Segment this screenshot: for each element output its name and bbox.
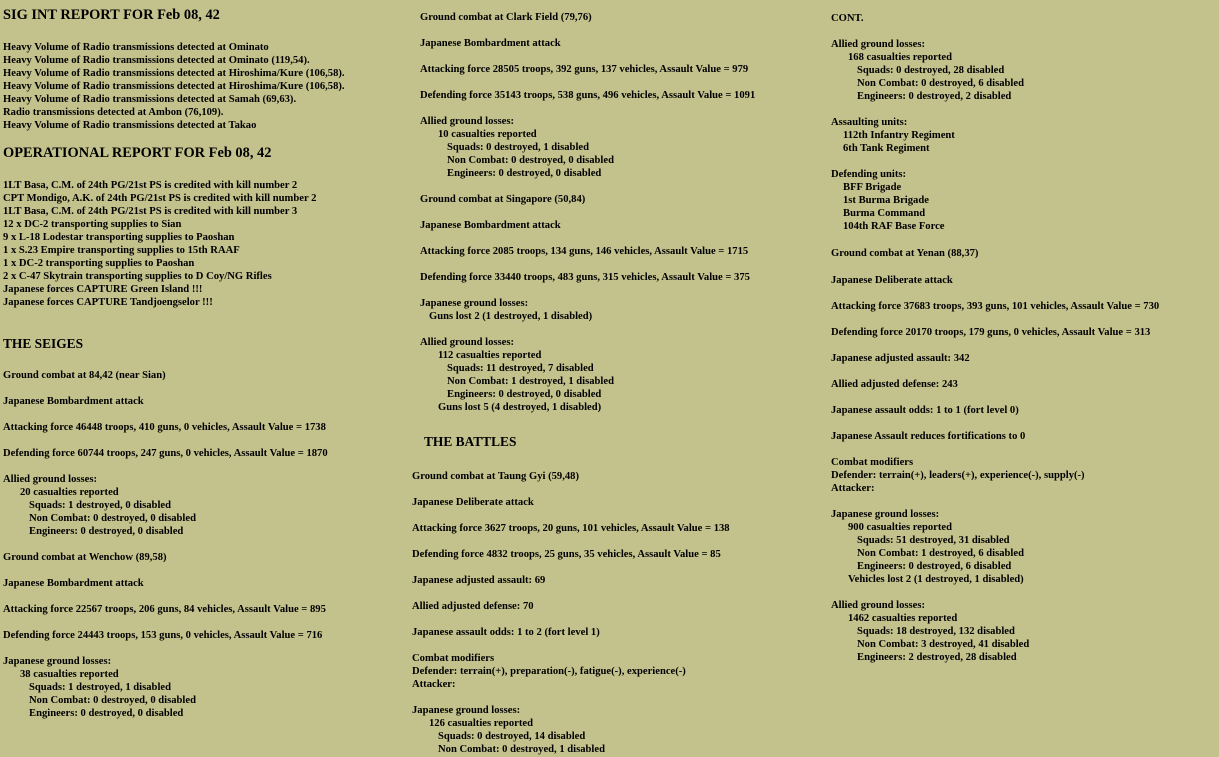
loss-detail: Engineers: 0 destroyed, 2 disabled <box>857 91 1012 102</box>
sigint-line: Heavy Volume of Radio transmissions detected at Hiroshima/Kure (106,58). <box>3 81 345 92</box>
loss-detail: Squads: 18 destroyed, 132 disabled <box>857 626 1015 637</box>
loss-detail: Non Combat: 0 destroyed, 0 disabled <box>29 695 196 706</box>
attack-type: Japanese Deliberate attack <box>831 275 953 286</box>
casualties-line: 112 casualties reported <box>438 350 542 361</box>
combat-modifiers-heading: Combat modifiers <box>831 457 914 468</box>
attacker-modifiers: Attacker: <box>831 483 875 494</box>
loss-detail: Vehicles lost 2 (1 destroyed, 1 disabled) <box>848 574 1024 585</box>
sigint-line: Heavy Volume of Radio transmissions detected at Samah (69,63). <box>3 94 297 105</box>
casualties-line: 168 casualties reported <box>848 52 952 63</box>
loss-detail: Squads: 51 destroyed, 31 disabled <box>857 535 1010 546</box>
loss-detail: Non Combat: 0 destroyed, 6 disabled <box>857 78 1024 89</box>
sigint-heading: SIG INT REPORT FOR Feb 08, 42 <box>3 7 220 23</box>
loss-detail: Non Combat: 3 destroyed, 41 disabled <box>857 639 1030 650</box>
unit-name: BFF Brigade <box>843 182 902 193</box>
loss-detail: Engineers: 0 destroyed, 0 disabled <box>29 708 184 719</box>
loss-detail: Engineers: 0 destroyed, 6 disabled <box>857 561 1012 572</box>
losses-heading: Japanese ground losses: <box>831 509 940 520</box>
unit-name: 1st Burma Brigade <box>843 195 929 206</box>
loss-detail: Squads: 1 destroyed, 0 disabled <box>29 500 171 511</box>
loss-detail: Squads: 1 destroyed, 1 disabled <box>29 682 171 693</box>
casualties-line: 38 casualties reported <box>20 669 119 680</box>
adjusted-assault: Japanese adjusted assault: 342 <box>831 353 970 364</box>
losses-heading: Allied ground losses: <box>831 600 925 611</box>
sigint-line: Heavy Volume of Radio transmissions detected at Ominato (119,54). <box>3 55 310 66</box>
loss-detail: Squads: 0 destroyed, 28 disabled <box>857 65 1005 76</box>
attack-type: Japanese Bombardment attack <box>420 220 561 231</box>
combat-title: Ground combat at Wenchow (89,58) <box>3 552 167 563</box>
losses-heading: Allied ground losses: <box>3 474 97 485</box>
losses-heading: Allied ground losses: <box>420 116 514 127</box>
sigint-line: Heavy Volume of Radio transmissions detected at Hiroshima/Kure (106,58). <box>3 68 345 79</box>
sieges-heading: THE SEIGES <box>3 336 84 351</box>
defending-force: Defending force 35143 troops, 538 guns, 496 vehicles, Assault Value = 1091 <box>420 90 756 101</box>
attack-type: Japanese Deliberate attack <box>412 497 534 508</box>
loss-detail: Non Combat: 1 destroyed, 6 disabled <box>857 548 1024 559</box>
assaulting-units-heading: Assaulting units: <box>831 117 908 128</box>
attacking-force: Attacking force 3627 troops, 20 guns, 101 vehicles, Assault Value = 138 <box>412 523 730 534</box>
casualties-line: 900 casualties reported <box>848 522 952 533</box>
operational-line: 1 x S.23 Empire transporting supplies to 15th RAAF <box>3 245 240 256</box>
attacking-force: Attacking force 37683 troops, 393 guns, 101 vehicles, Assault Value = 730 <box>831 301 1160 312</box>
attack-type: Japanese Bombardment attack <box>420 38 561 49</box>
loss-detail: Squads: 0 destroyed, 1 disabled <box>447 142 589 153</box>
defending-force: Defending force 60744 troops, 247 guns, 0 vehicles, Assault Value = 1870 <box>3 448 328 459</box>
defender-modifiers: Defender: terrain(+), preparation(-), fatigue(-), experience(-) <box>412 666 686 677</box>
unit-name: 104th RAF Base Force <box>843 221 945 232</box>
attack-type: Japanese Bombardment attack <box>3 578 144 589</box>
losses-heading: Allied ground losses: <box>831 39 925 50</box>
attacking-force: Attacking force 28505 troops, 392 guns, 137 vehicles, Assault Value = 979 <box>420 64 749 75</box>
loss-detail: Non Combat: 0 destroyed, 0 disabled <box>29 513 196 524</box>
casualties-line: 126 casualties reported <box>429 718 533 729</box>
defending-units-heading: Defending units: <box>831 169 907 180</box>
operational-line: 1LT Basa, C.M. of 24th PG/21st PS is credited with kill number 3 <box>3 206 298 217</box>
unit-name: 112th Infantry Regiment <box>843 130 955 141</box>
loss-detail: Engineers: 2 destroyed, 28 disabled <box>857 652 1017 663</box>
loss-detail: Guns lost 2 (1 destroyed, 1 disabled) <box>429 311 593 322</box>
losses-heading: Japanese ground losses: <box>412 705 521 716</box>
attacking-force: Attacking force 2085 troops, 134 guns, 146 vehicles, Assault Value = 1715 <box>420 246 749 257</box>
losses-heading: Allied ground losses: <box>420 337 514 348</box>
assault-odds: Japanese assault odds: 1 to 1 (fort level 0) <box>831 405 1019 416</box>
combat-title: Ground combat at Singapore (50,84) <box>420 194 586 205</box>
operational-line: 2 x C-47 Skytrain transporting supplies to D Coy/NG Rifles <box>3 271 272 282</box>
loss-detail: Squads: 0 destroyed, 14 disabled <box>438 731 586 742</box>
adjusted-assault: Japanese adjusted assault: 69 <box>412 575 546 586</box>
attacking-force: Attacking force 46448 troops, 410 guns, 0 vehicles, Assault Value = 1738 <box>3 422 326 433</box>
operational-line: CPT Mondigo, A.K. of 24th PG/21st PS is credited with kill number 2 <box>3 193 317 204</box>
defender-modifiers: Defender: terrain(+), leaders(+), experience(-), supply(-) <box>831 470 1085 481</box>
operational-line: 1LT Basa, C.M. of 24th PG/21st PS is credited with kill number 2 <box>3 180 298 191</box>
losses-heading: Japanese ground losses: <box>420 298 529 309</box>
attacking-force: Attacking force 22567 troops, 206 guns, 84 vehicles, Assault Value = 895 <box>3 604 326 615</box>
casualties-line: 1462 casualties reported <box>848 613 958 624</box>
loss-detail: Non Combat: 1 destroyed, 1 disabled <box>447 376 614 387</box>
sigint-line: Radio transmissions detected at Ambon (76,109). <box>3 107 224 118</box>
defending-force: Defending force 20170 troops, 179 guns, 0 vehicles, Assault Value = 313 <box>831 327 1151 338</box>
operational-line: Japanese forces CAPTURE Green Island !!! <box>3 284 203 295</box>
operational-line: Japanese forces CAPTURE Tandjoengselor !!! <box>3 297 213 308</box>
operational-line: 1 x DC-2 transporting supplies to Paoshan <box>3 258 195 269</box>
loss-detail: Engineers: 0 destroyed, 0 disabled <box>29 526 184 537</box>
battles-heading: THE BATTLES <box>424 434 517 449</box>
fortification-note: Japanese Assault reduces fortifications to 0 <box>831 431 1026 442</box>
loss-detail: Non Combat: 0 destroyed, 0 disabled <box>447 155 614 166</box>
loss-detail: Non Combat: 0 destroyed, 1 disabled <box>438 744 605 755</box>
operational-heading: OPERATIONAL REPORT FOR Feb 08, 42 <box>3 145 272 161</box>
assault-odds: Japanese assault odds: 1 to 2 (fort level 1) <box>412 627 600 638</box>
attacker-modifiers: Attacker: <box>412 679 456 690</box>
adjusted-defense: Allied adjusted defense: 70 <box>412 601 534 612</box>
defending-force: Defending force 33440 troops, 483 guns, 315 vehicles, Assault Value = 375 <box>420 272 750 283</box>
operational-line: 12 x DC-2 transporting supplies to Sian <box>3 219 182 230</box>
casualties-line: 20 casualties reported <box>20 487 119 498</box>
continued-label: CONT. <box>831 13 864 24</box>
loss-detail: Engineers: 0 destroyed, 0 disabled <box>447 168 602 179</box>
defending-force: Defending force 24443 troops, 153 guns, 0 vehicles, Assault Value = 716 <box>3 630 323 641</box>
combat-title: Ground combat at Yenan (88,37) <box>831 248 979 259</box>
loss-detail: Guns lost 5 (4 destroyed, 1 disabled) <box>438 402 602 413</box>
defending-force: Defending force 4832 troops, 25 guns, 35 vehicles, Assault Value = 85 <box>412 549 721 560</box>
combat-title: Ground combat at 84,42 (near Sian) <box>3 370 166 381</box>
adjusted-defense: Allied adjusted defense: 243 <box>831 379 958 390</box>
casualties-line: 10 casualties reported <box>438 129 537 140</box>
combat-modifiers-heading: Combat modifiers <box>412 653 495 664</box>
loss-detail: Engineers: 0 destroyed, 0 disabled <box>447 389 602 400</box>
sigint-line: Heavy Volume of Radio transmissions detected at Takao <box>3 120 257 131</box>
losses-heading: Japanese ground losses: <box>3 656 112 667</box>
attack-type: Japanese Bombardment attack <box>3 396 144 407</box>
sigint-line: Heavy Volume of Radio transmissions detected at Ominato <box>3 42 269 53</box>
combat-title: Ground combat at Clark Field (79,76) <box>420 12 592 23</box>
combat-title: Ground combat at Taung Gyi (59,48) <box>412 471 579 482</box>
unit-name: 6th Tank Regiment <box>843 143 930 154</box>
unit-name: Burma Command <box>843 208 926 219</box>
loss-detail: Squads: 11 destroyed, 7 disabled <box>447 363 594 374</box>
operational-line: 9 x L-18 Lodestar transporting supplies to Paoshan <box>3 232 235 243</box>
